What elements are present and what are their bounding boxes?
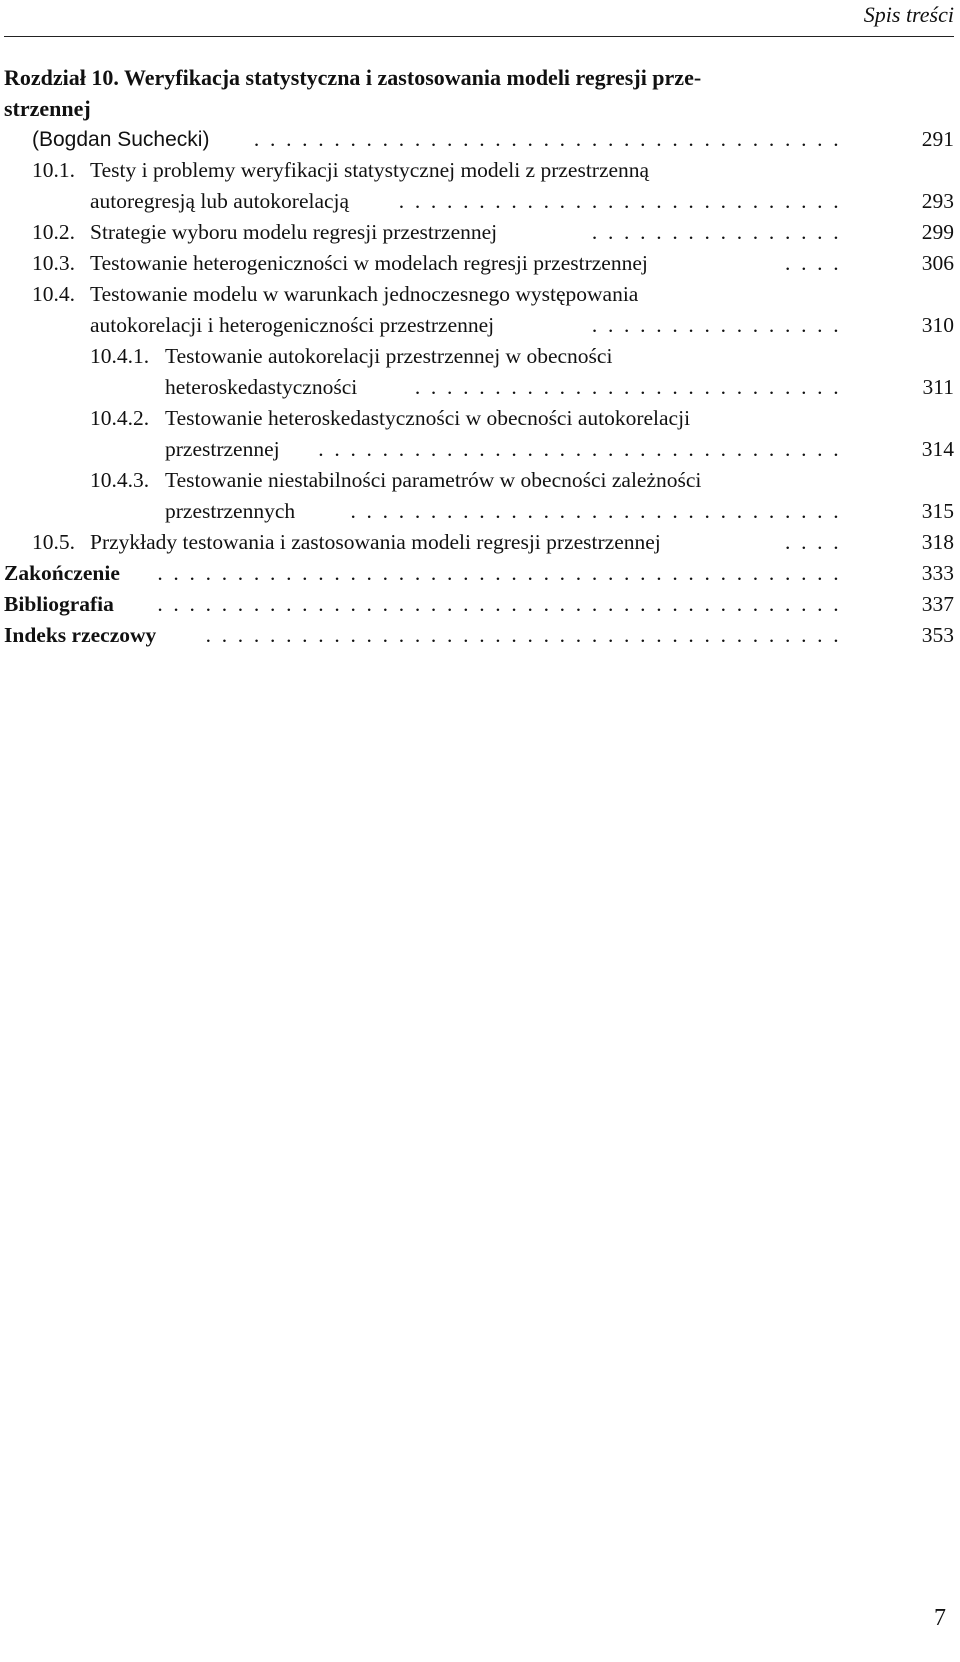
dot-leader: ................ [591,313,839,337]
page-header [4,0,954,37]
section-number: 10.2. [32,220,75,244]
page-folio: 7 [934,1605,946,1631]
dot-leader: ........................................ [205,623,839,647]
back-matter-title: Bibliografia [4,592,114,616]
dot-leader: ............................ [398,189,839,213]
section-title-cont: autokorelacji i heterogeniczności przestrzennej [90,313,495,337]
dot-leader: ........................................... [157,592,839,616]
toc-entry-10-3[interactable] [4,248,954,279]
chapter-title-line-1: Rozdział 10. Weryfikacja statystyczna i zastosowania modeli regresji prze- [4,65,702,90]
section-title: Testowanie niestabilności parametrów w obecności zależności [165,468,702,492]
section-title: Strategie wyboru modelu regresji przestrzennej [90,220,498,244]
toc-entry-zakonczenie[interactable] [4,558,954,589]
section-title: Testowanie autokorelacji przestrzennej w obecności [165,344,613,368]
dot-leader: .... [784,530,839,554]
page-number: 299 [921,220,954,244]
section-title: Testowanie modelu w warunkach jednoczesnego występowania [90,282,639,306]
chapter-title-line-2: strzennej [4,96,91,121]
page-number: 291 [921,127,954,151]
back-matter-title: Indeks rzeczowy [4,623,157,647]
page-number: 315 [921,499,954,523]
toc-entry-10-4-2[interactable] [4,403,954,434]
toc-entry-10-4-3[interactable] [4,465,954,496]
section-number: 10.3. [32,251,75,275]
section-number: 10.4.1. [90,344,150,368]
chapter-author: (Bogdan Suchecki) [32,128,210,151]
dot-leader: ........................... [414,375,839,399]
section-number: 10.1. [32,158,75,182]
toc-entry-10-5[interactable] [4,527,954,558]
page-number: 310 [921,313,954,337]
dot-leader: ..................................... [253,127,839,151]
section-number: 10.4.2. [90,406,150,430]
dot-leader: .... [784,251,839,275]
section-title-cont: autoregresją lub autokorelacją [90,189,350,213]
dot-leader: ................ [591,220,839,244]
chapter-title [4,62,814,124]
dot-leader: ........................................... [157,561,839,585]
dot-leader: ............................... [350,499,839,523]
page-number: 337 [921,592,954,616]
section-title: Testy i problemy weryfikacji statystycznej modeli z przestrzenną [90,158,650,182]
toc-entry-10-4-2-cont[interactable] [4,434,954,465]
toc-entry-10-4-3-cont[interactable] [4,496,954,527]
toc-entry-chapter-author[interactable] [4,124,954,155]
toc-entry-10-1[interactable] [4,155,954,186]
section-title: Przykłady testowania i zastosowania modeli regresji przestrzennej [90,530,661,554]
section-title: Testowanie heteroskedastyczności w obecności autokorelacji [165,406,691,430]
dot-leader: ................................. [318,437,839,461]
page-number: 314 [921,437,954,461]
section-number: 10.5. [32,530,75,554]
back-matter-title: Zakończenie [4,561,120,585]
running-title: Spis treści [863,2,954,27]
section-title-cont: heteroskedastyczności [165,375,358,399]
toc-entry-indeks[interactable] [4,620,954,651]
page-number: 306 [921,251,954,275]
page-number: 353 [921,623,954,647]
section-title-cont: przestrzennych [165,499,296,523]
section-number: 10.4. [32,282,75,306]
page-number: 333 [921,561,954,585]
page-number: 293 [921,189,954,213]
table-of-contents [4,62,954,651]
toc-entry-10-2[interactable] [4,217,954,248]
section-title: Testowanie heterogeniczności w modelach regresji przestrzennej [90,251,648,275]
toc-entry-10-4-1-cont[interactable] [4,372,954,403]
page-number: 311 [922,375,954,399]
toc-entry-10-1-cont[interactable] [4,186,954,217]
section-title-cont: przestrzennej [165,437,280,461]
toc-entry-10-4[interactable] [4,279,954,310]
toc-entry-10-4-1[interactable] [4,341,954,372]
section-number: 10.4.3. [90,468,150,492]
page-number: 318 [921,530,954,554]
toc-entry-bibliografia[interactable] [4,589,954,620]
toc-entry-10-4-cont[interactable] [4,310,954,341]
